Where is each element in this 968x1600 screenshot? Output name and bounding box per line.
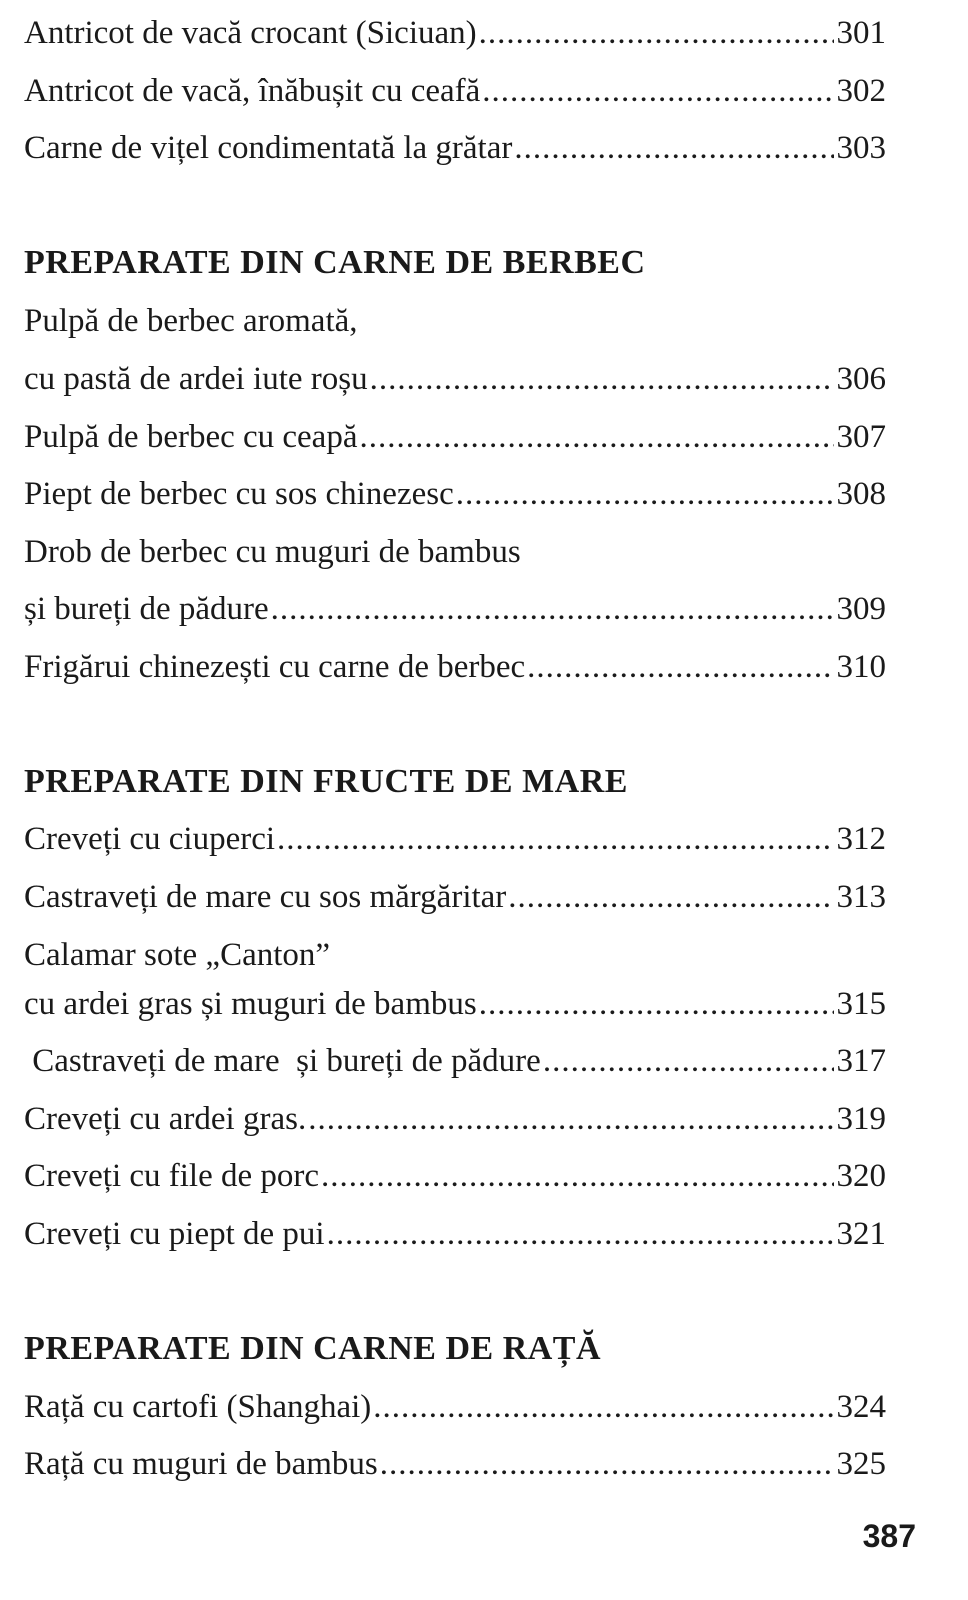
toc-entry	[24, 1037, 886, 1085]
dot-leader	[321, 1152, 833, 1200]
toc-entry	[24, 355, 886, 403]
entry-page: 321	[836, 1216, 886, 1252]
dot-leader	[271, 585, 834, 633]
toc-entry	[24, 470, 886, 518]
entry-title: Rață cu cartofi (Shanghai)	[24, 1389, 372, 1425]
entry-page: 324	[836, 1389, 886, 1425]
entry-title: Creveți cu ciuperci	[24, 821, 276, 857]
toc-entry	[24, 585, 886, 633]
dot-leader	[479, 9, 834, 57]
entry-title: Rață cu muguri de bambus	[24, 1446, 378, 1482]
entry-title-line: Calamar sote „Canton”	[24, 937, 331, 973]
toc-entry	[24, 9, 886, 57]
toc-entry	[24, 980, 886, 1028]
dot-leader	[514, 124, 833, 172]
entry-page: 312	[836, 821, 886, 857]
page-number: 387	[862, 1518, 916, 1554]
dot-leader	[456, 470, 834, 518]
entry-page: 301	[836, 15, 886, 51]
entry-page: 307	[836, 419, 886, 455]
entry-title-line: Drob de berbec cu muguri de bambus	[24, 534, 521, 570]
entry-title: Creveți cu ardei gras.	[24, 1101, 307, 1137]
section-heading-seafood: PREPARATE DIN FRUCTE DE MARE	[24, 763, 628, 800]
toc-entry	[24, 67, 886, 115]
dot-leader	[482, 67, 833, 115]
dot-leader	[508, 873, 833, 921]
entry-title: cu pastă de ardei iute roșu	[24, 361, 368, 397]
entry-title: și bureți de pădure	[24, 591, 269, 627]
entry-title: Antricot de vacă crocant (Siciuan)	[24, 15, 477, 51]
toc-entry	[24, 1440, 886, 1488]
entry-title: Castraveți de mare și bureți de pădure	[24, 1043, 541, 1079]
dot-leader	[543, 1037, 834, 1085]
entry-title: Piept de berbec cu sos chinezesc	[24, 476, 454, 512]
entry-page: 308	[836, 476, 886, 512]
dot-leader	[373, 1383, 833, 1431]
entry-page: 310	[836, 649, 886, 685]
dot-leader	[327, 1210, 834, 1258]
entry-title: Antricot de vacă, înăbușit cu ceafă	[24, 73, 481, 109]
entry-page: 303	[836, 130, 886, 166]
entry-title: cu ardei gras și muguri de bambus	[24, 986, 477, 1022]
entry-page: 302	[836, 73, 886, 109]
entry-page: 319	[836, 1101, 886, 1137]
toc-entry	[24, 1210, 886, 1258]
entry-title: Carne de vițel condimentată la grătar	[24, 130, 513, 166]
entry-page: 320	[836, 1158, 886, 1194]
dot-leader	[527, 643, 833, 691]
entry-page: 313	[836, 879, 886, 915]
toc-entry	[24, 1383, 886, 1431]
entry-page: 315	[836, 986, 886, 1022]
entry-page: 317	[836, 1043, 886, 1079]
entry-title: Frigărui chinezești cu carne de berbec	[24, 649, 526, 685]
dot-leader	[479, 980, 834, 1028]
entry-title-line: Pulpă de berbec aromată,	[24, 303, 358, 339]
toc-entry	[24, 1152, 886, 1200]
dot-leader	[308, 1095, 833, 1143]
dot-leader	[359, 413, 833, 461]
entry-page: 309	[836, 591, 886, 627]
section-heading-duck: PREPARATE DIN CARNE DE RAȚĂ	[24, 1330, 602, 1367]
entry-title: Castraveți de mare cu sos mărgăritar	[24, 879, 507, 915]
dot-leader	[380, 1440, 834, 1488]
dot-leader	[370, 355, 834, 403]
toc-entry	[24, 873, 886, 921]
toc-entry	[24, 815, 886, 863]
entry-page: 306	[836, 361, 886, 397]
entry-title: Creveți cu file de porc	[24, 1158, 320, 1194]
entry-title: Creveți cu piept de pui	[24, 1216, 325, 1252]
toc-entry	[24, 643, 886, 691]
toc-entry	[24, 1095, 886, 1143]
entry-page: 325	[836, 1446, 886, 1482]
toc-entry	[24, 124, 886, 172]
entry-title: Pulpă de berbec cu ceapă	[24, 419, 358, 455]
section-heading-mutton: PREPARATE DIN CARNE DE BERBEC	[24, 244, 646, 281]
toc-entry	[24, 413, 886, 461]
dot-leader	[277, 815, 833, 863]
